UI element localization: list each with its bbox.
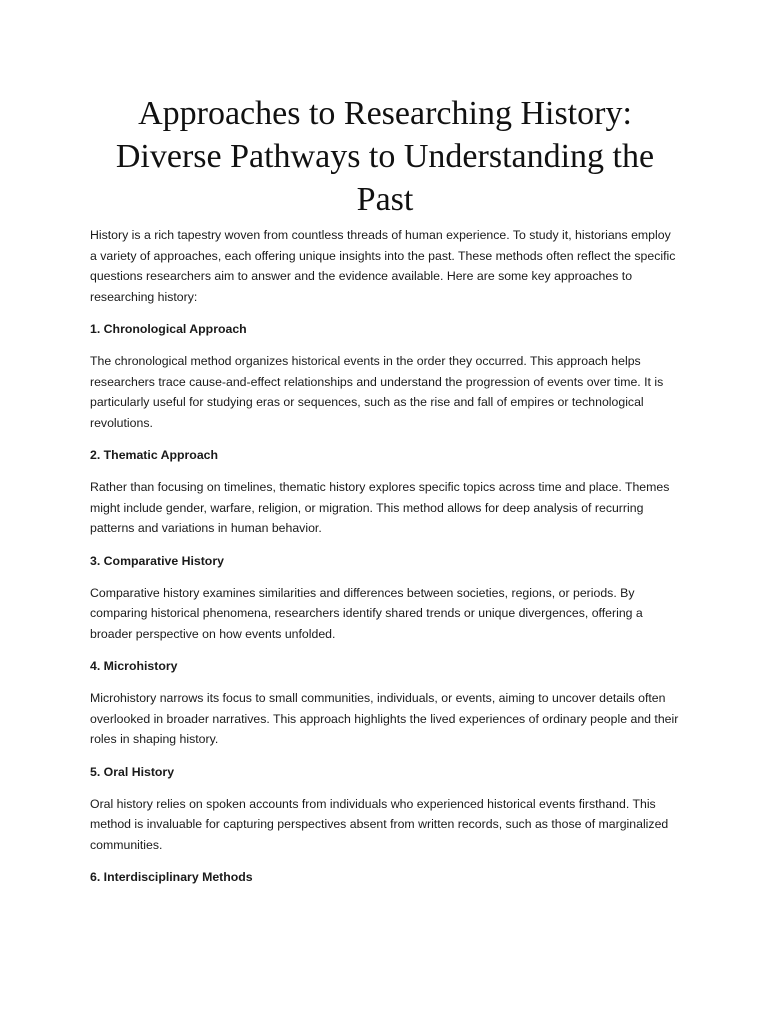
section-heading-chronological: 1. Chronological Approach — [90, 322, 247, 336]
section-body-chronological: The chronological method organizes historical events in the order they occurred. This approach helps researchers trace cause-and-effect relationships and understand the progression of events over time. It is particularly useful for studying eras or sequences, such as the rise and fall of empires or technological revolutions. — [90, 354, 664, 430]
title-line: Approaches to Researching History: — [138, 95, 632, 132]
document-title — [90, 92, 680, 221]
title-line: Past — [356, 181, 414, 218]
intro-paragraph: History is a rich tapestry woven from countless threads of human experience. To study it, historians employ a variety of approaches, each offering unique insights into the past. These methods often reflect the specific questions researchers aim to answer and the evidence available. Here are some key approaches to researching history: — [90, 228, 676, 304]
section-body-comparative: Comparative history examines similarities and differences between societies, regions, or periods. By comparing historical phenomena, researchers identify shared trends or unique divergences, offering a broader perspective on how events unfolded. — [90, 585, 643, 641]
section-heading-microhistory: 4. Microhistory — [90, 659, 178, 673]
section-heading-comparative: 3. Comparative History — [90, 553, 224, 568]
document-page — [90, 92, 680, 887]
title-line: Diverse Pathways to Understanding the — [115, 138, 655, 175]
section-heading-oral-history: 5. Oral History — [90, 764, 175, 779]
section-body-microhistory: Microhistory narrows its focus to small communities, individuals, or events, aiming to uncover details often overlooked in broader narratives. This approach highlights the lived experiences of ordinary people and their roles in shaping history. — [90, 691, 679, 746]
section-heading-thematic: 2. Thematic Approach — [90, 448, 219, 462]
section-body-thematic: Rather than focusing on timelines, thematic history explores specific topics across time and place. Themes might include gender, warfare, religion, or migration. This method allows for deep analysis of recurring patterns and variations in human behavior. — [90, 480, 670, 535]
section-heading-interdisciplinary: 6. Interdisciplinary Methods — [90, 870, 253, 884]
section-body-oral-history: Oral history relies on spoken accounts from individuals who experienced historical events firsthand. This method is invaluable for capturing perspectives absent from written records, such as those of marginalized communities. — [90, 796, 669, 852]
